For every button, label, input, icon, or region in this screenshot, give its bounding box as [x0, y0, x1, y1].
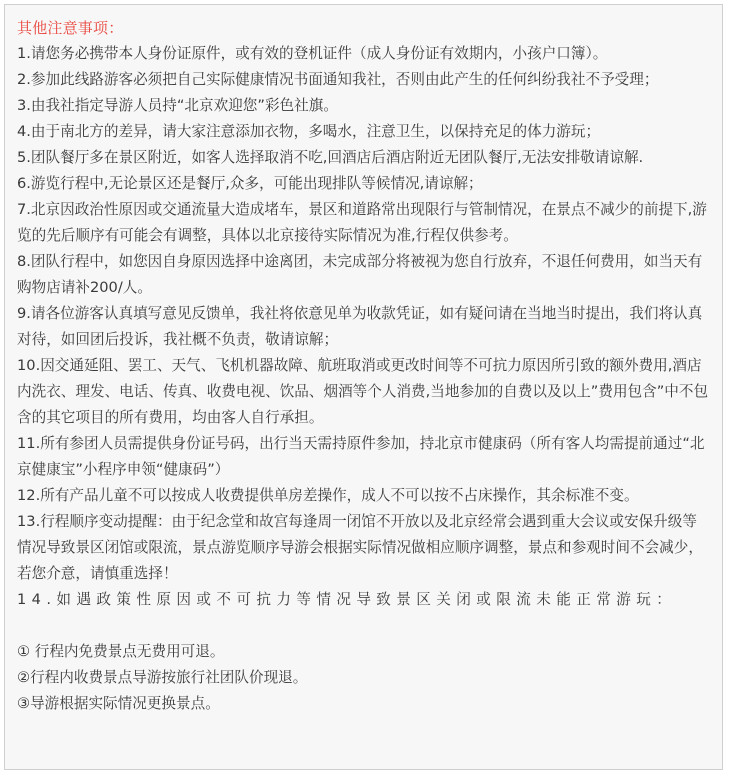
- notice-item-2: 2.参加此线路游客必须把自己实际健康情况书面通知我社，否则由此产生的任何纠纷我社不予受理；: [17, 71, 659, 88]
- notice-item-6: 6.游览行程中,无论景区还是餐厅,众多，可能出现排队等候情况,请谅解；: [17, 175, 483, 192]
- sub-item-1: ① 行程内免费景点无费用可退。: [17, 643, 225, 660]
- notice-item-12: 12.所有产品儿童不可以按成人收费提供单房差操作，成人不可以按不占床操作，其余标准不变。: [17, 487, 639, 504]
- notice-item-9: 9.请各位游客认真填写意见反馈单，我社将依意见单为收款凭证，如有疑问请在当地当时提出，我们将认真对待，如回团后投诉，我社概不负责，敬请谅解；: [17, 305, 703, 348]
- sub-item-3: ③导游根据实际情况更换景点。: [17, 695, 220, 712]
- notice-item-11: 11.所有参团人员需提供身份证号码，出行当天需持原件参加，持北京市健康码（所有客人均需提前通过“北京健康宝”小程序申领“健康码”）: [17, 435, 705, 478]
- notice-panel: [4, 4, 723, 770]
- notice-item-1: 1.请您务必携带本人身份证原件，或有效的登机证件（成人身份证有效期内，小孩户口簿）。: [17, 45, 608, 62]
- notice-item-7: 7.北京因政治性原因或交通流量大造成堵车，景区和道路常出现限行与管制情况，在景点不减少的前提下,游览的先后顺序有可能会有调整，具体以北京接待实际情况为准,行程仅供参考。: [17, 201, 707, 244]
- notice-item-10: 10.因交通延阻、罢工、天气、飞机机器故障、航班取消或更改时间等不可抗力原因所引致的额外费用,酒店内洗衣、理发、电话、传真、收费电视、饮品、烟酒等个人消费,当地参加的自费以及以上”费用包含”中不包含的其它项目的所有费用，均由客人自行承担。: [17, 357, 709, 426]
- notice-item-8: 8.团队行程中，如您因自身原因选择中途离团，未完成部分将被视为您自行放弃，不退任何费用，如当天有购物店请补200/人。: [17, 253, 703, 296]
- notice-item-14: 14.如遇政策性原因或不可抗力等情况导致景区关闭或限流未能正常游玩：: [17, 591, 677, 608]
- notice-item-13: 13.行程顺序变动提醒：由于纪念堂和故宫每逢周一闭馆不开放以及北京经常会遇到重大会议或安保升级等情况导致景区闭馆或限流，景点游览顺序导游会根据实际情况做相应顺序调整，景点和参观时间不会减少，若您介意，请慎重选择！: [17, 513, 703, 582]
- notice-item-5: 5.团队餐厅多在景区附近，如客人选择取消不吃,回酒店后酒店附近无团队餐厅,无法安排敬请谅解.: [17, 149, 644, 166]
- notice-item-3: 3.由我社指定导游人员持“北京欢迎您”彩色社旗。: [17, 97, 338, 114]
- sub-item-2: ②行程内收费景点导游按旅行社团队价现退。: [17, 669, 308, 686]
- blank-line: [17, 613, 710, 639]
- notice-title: 其他注意事项：: [17, 19, 124, 37]
- notice-item-4: 4.由于南北方的差异，请大家注意添加衣物，多喝水，注意卫生，以保持充足的体力游玩；: [17, 123, 601, 140]
